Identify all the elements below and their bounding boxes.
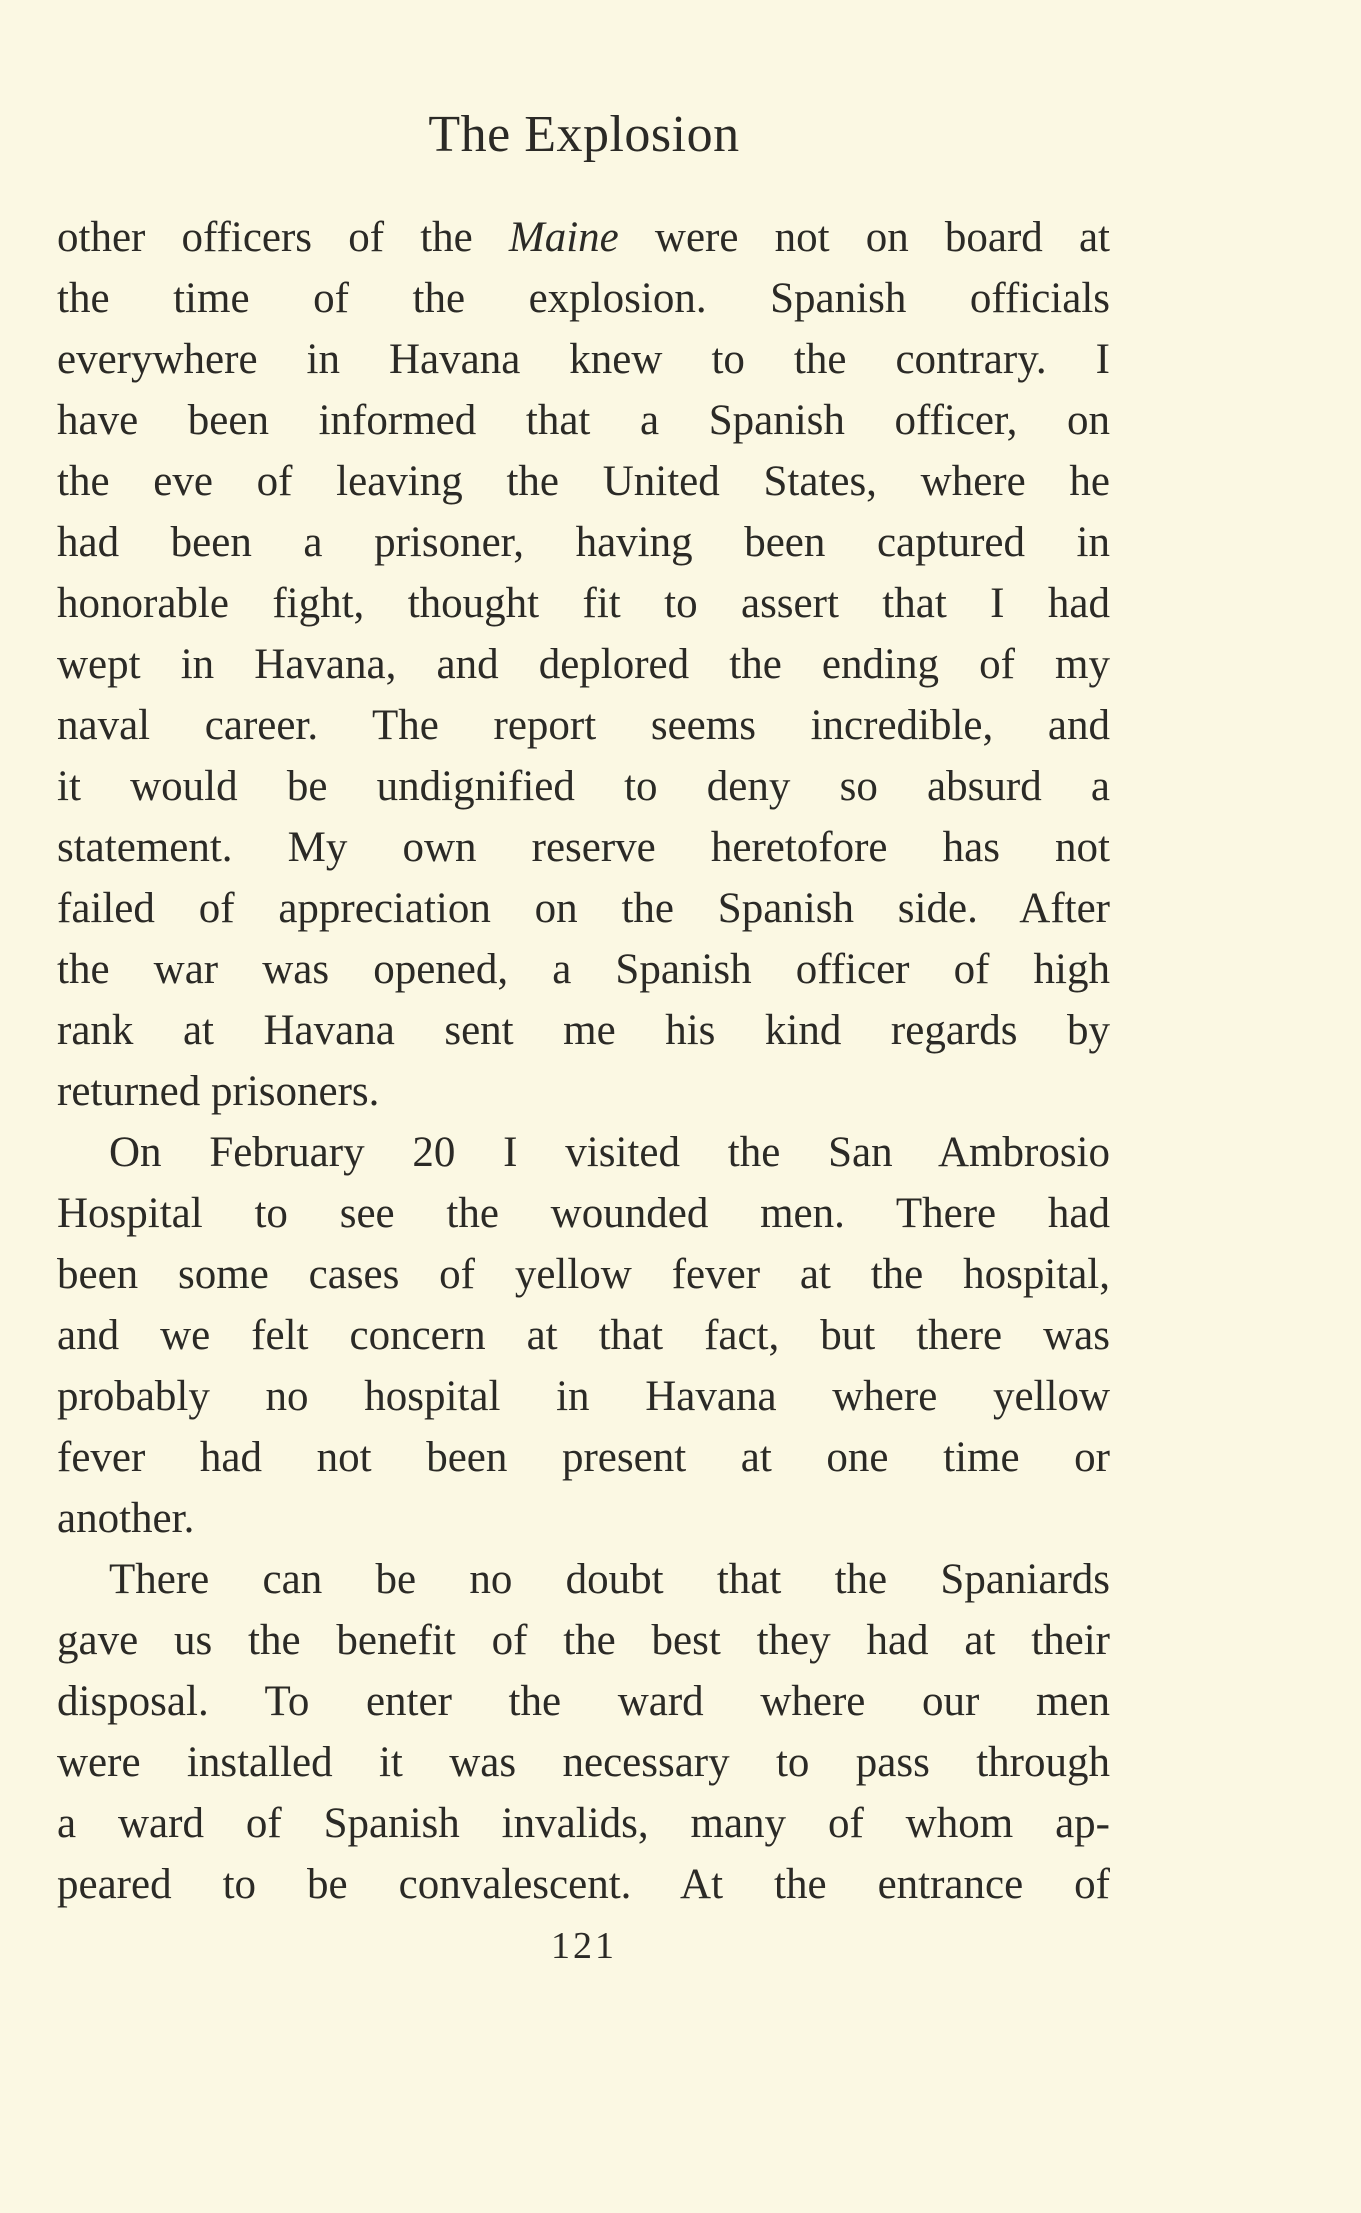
text-line: were installed it was necessary to pass through bbox=[57, 1739, 1110, 1786]
italic-ship-name: Maine bbox=[508, 214, 619, 261]
text-line: failed of appreciation on the Spanish side. After bbox=[57, 885, 1110, 932]
text-line: wept in Havana, and deplored the ending of my bbox=[57, 641, 1110, 688]
text-line: disposal. To enter the ward where our men bbox=[57, 1678, 1110, 1725]
paragraph-first-line: On February 20 I visited the San Ambrosio bbox=[109, 1129, 1110, 1176]
text-line: a ward of Spanish invalids, many of whom ap- bbox=[57, 1800, 1110, 1847]
body-text bbox=[57, 207, 1110, 1915]
text-line: have been informed that a Spanish officer, on bbox=[57, 397, 1110, 444]
text-line: probably no hospital in Havana where yellow bbox=[57, 1373, 1110, 1420]
text-line: peared to be convalescent. At the entrance of bbox=[57, 1861, 1110, 1908]
page-number: 121 bbox=[551, 1925, 617, 1967]
text-segment: were not on board at bbox=[618, 214, 1110, 261]
text-line: it would be undignified to deny so absurd a bbox=[57, 763, 1110, 810]
text-line: everywhere in Havana knew to the contrary. I bbox=[57, 336, 1110, 383]
text-line: rank at Havana sent me his kind regards by bbox=[57, 1007, 1110, 1054]
text-line: and we felt concern at that fact, but there was bbox=[57, 1312, 1110, 1359]
text-line: the war was opened, a Spanish officer of high bbox=[57, 946, 1110, 993]
text-line: gave us the benefit of the best they had at their bbox=[57, 1617, 1110, 1664]
text-line: been some cases of yellow fever at the hospital, bbox=[57, 1251, 1110, 1298]
paragraph-first-line: There can be no doubt that the Spaniards bbox=[109, 1556, 1110, 1603]
text-line: the time of the explosion. Spanish officials bbox=[57, 275, 1110, 322]
text-line: statement. My own reserve heretofore has not bbox=[57, 824, 1110, 871]
text-segment: other officers of the bbox=[57, 214, 509, 261]
text-line: naval career. The report seems incredible, and bbox=[57, 702, 1110, 749]
text-line: had been a prisoner, having been captured in bbox=[57, 519, 1110, 566]
text-line bbox=[57, 207, 1110, 268]
text-line: honorable fight, thought fit to assert that I had bbox=[57, 580, 1110, 627]
text-line: fever had not been present at one time or bbox=[57, 1434, 1110, 1481]
text-line: returned prisoners. bbox=[57, 1068, 380, 1115]
text-line: another. bbox=[57, 1495, 195, 1542]
running-head-title: The Explosion bbox=[428, 106, 740, 163]
text-line: the eve of leaving the United States, where he bbox=[57, 458, 1110, 505]
text-line: Hospital to see the wounded men. There had bbox=[57, 1190, 1110, 1237]
